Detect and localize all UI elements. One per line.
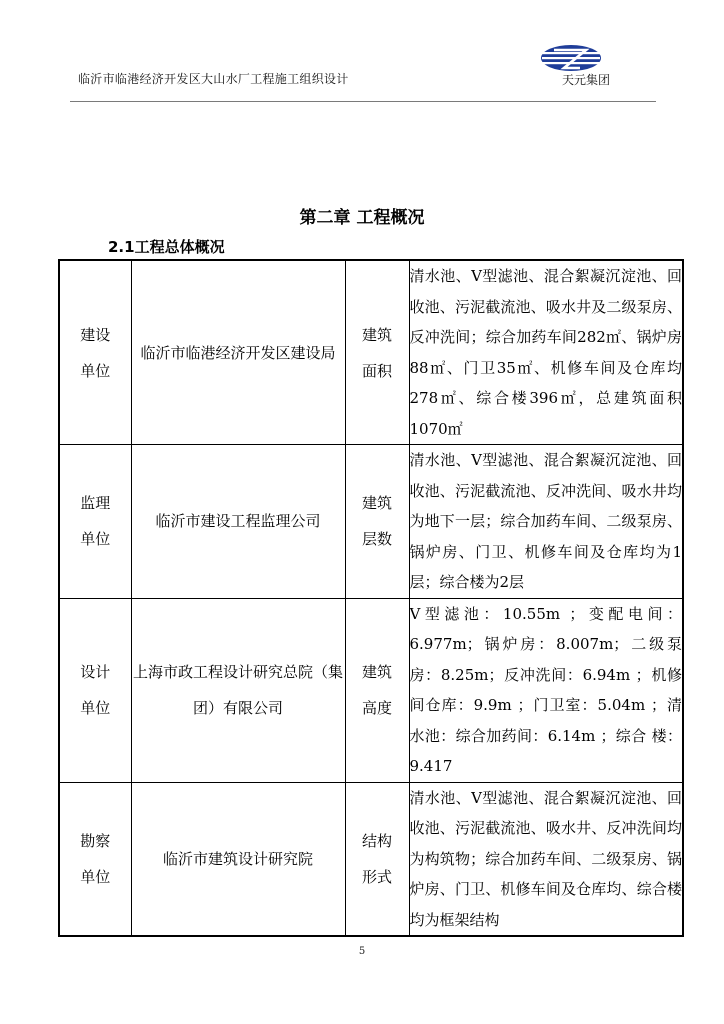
unit-name: 临沂市临港经济开发区建设局 — [140, 343, 336, 362]
attribute-detail-cell — [409, 598, 683, 782]
header-divider — [70, 101, 656, 102]
attribute-label-cell — [345, 782, 409, 936]
attribute-detail-cell — [409, 782, 683, 936]
row-label-cell — [59, 260, 131, 445]
table-row — [59, 598, 683, 782]
attribute-label-cell — [345, 598, 409, 782]
unit-name-cell — [131, 445, 345, 599]
attribute-detail-cell — [409, 260, 683, 445]
table-row — [59, 445, 683, 599]
row-label: 监理单位 — [80, 494, 111, 549]
unit-name-cell — [131, 598, 345, 782]
unit-name: 临沂市建筑设计研究院 — [162, 849, 313, 868]
attribute-label: 建筑高度 — [361, 663, 392, 717]
attribute-label: 建筑层数 — [361, 494, 392, 549]
brand-name: 天元集团 — [562, 73, 611, 87]
row-label-cell — [59, 598, 131, 782]
project-overview-table — [58, 259, 684, 937]
attribute-detail: V型滤池：10.55m ；变配电间：6.977m；锅炉房：8.007m；二级泵房：8.25m；反冲洗间：6.94m ；机修间仓库：9.9m ；门卫室：5.04m ；清水池：综合加药间：6.14m ；综合 楼：9.417 — [409, 604, 682, 775]
unit-name-cell — [131, 782, 345, 936]
attribute-detail: 清水池、V型滤池、混合絮凝沉淀池、回收池、污泥截流池、吸水井、反冲洗间均为构筑物；综合加药车间、二级泵房、锅炉房、门卫、机修车间及仓库均、综合楼均为框架结构 — [409, 788, 682, 929]
row-label-cell — [59, 782, 131, 936]
attribute-label: 建筑面积 — [361, 325, 392, 380]
attribute-detail: 清水池、V型滤池、混合絮凝沉淀池、回收池、污泥截流池、吸水井及二级泵房、反冲洗间；综合加药车间282㎡、锅炉房88㎡、门卫35㎡、机修车间及仓库均278㎡、综合楼396㎡，总建筑面积1070㎡ — [409, 267, 682, 438]
attribute-detail-cell — [409, 445, 683, 599]
row-label: 建设单位 — [80, 325, 111, 380]
document-header-title: 临沂市临港经济开发区大山水厂工程施工组织设计 — [78, 72, 349, 86]
unit-name: 临沂市建设工程监理公司 — [155, 512, 321, 531]
table-row — [59, 260, 683, 445]
unit-name: 上海市政工程设计研究总院（集团）有限公司 — [132, 663, 343, 717]
unit-name-cell — [131, 260, 345, 445]
row-label: 勘察单位 — [80, 831, 111, 886]
row-label-cell — [59, 445, 131, 599]
page-number: 5 — [358, 946, 366, 957]
attribute-label-cell — [345, 445, 409, 599]
attribute-label: 结构形式 — [361, 831, 392, 886]
row-label: 设计单位 — [80, 663, 111, 717]
tianyuan-group-logo-icon — [540, 44, 602, 72]
attribute-label-cell — [345, 260, 409, 445]
table-row — [59, 782, 683, 936]
chapter-title: 第二章 工程概况 — [299, 208, 425, 228]
attribute-detail: 清水池、V型滤池、混合絮凝沉淀池、回收池、污泥截流池、反冲洗间、吸水井均为地下一层；综合加药车间、二级泵房、锅炉房、门卫、机修车间及仓库均为1层；综合楼为2层 — [409, 451, 682, 591]
section-title: 2.1工程总体概况 — [108, 238, 225, 256]
